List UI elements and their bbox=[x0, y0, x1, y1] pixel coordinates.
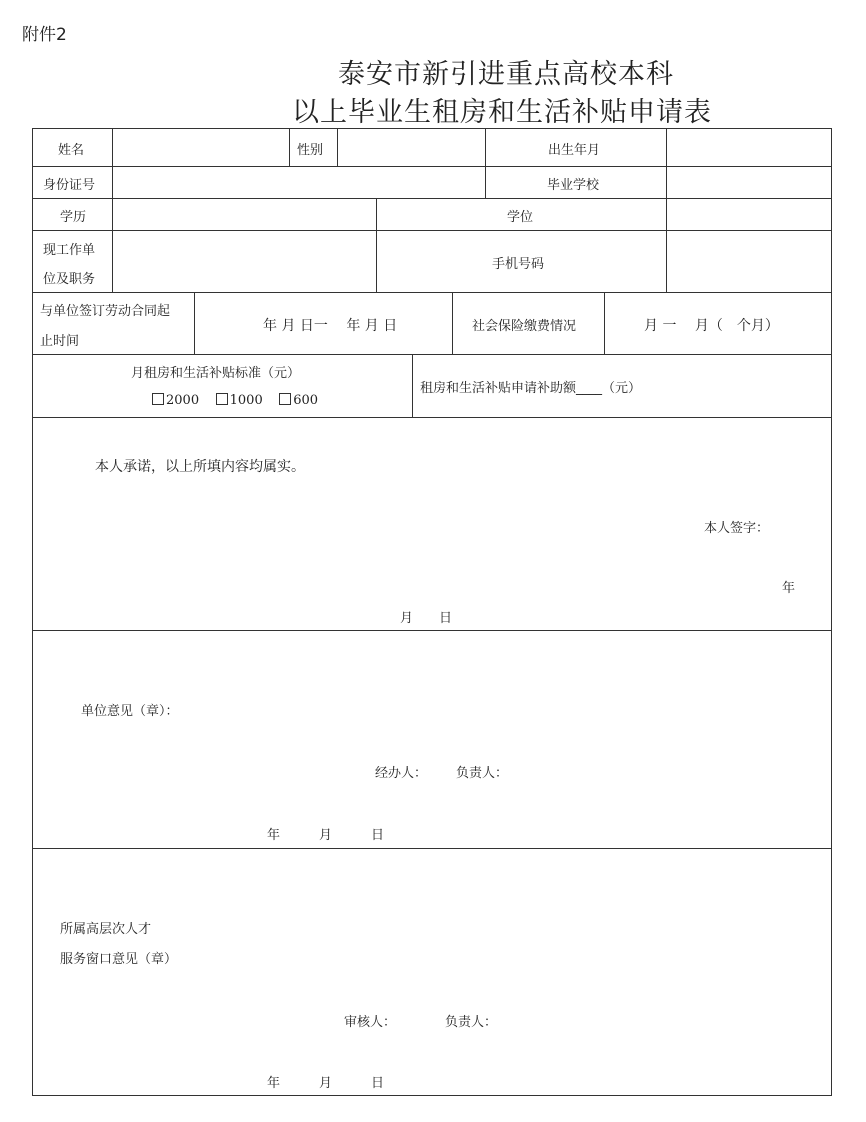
option-2000[interactable]: 2000 bbox=[152, 393, 199, 408]
unit-responsible-label: 负责人： bbox=[456, 766, 509, 781]
column-divider bbox=[666, 128, 667, 292]
contract-label-l2: 止时间 bbox=[40, 334, 80, 349]
column-divider bbox=[337, 128, 338, 166]
checkbox-icon[interactable] bbox=[152, 393, 164, 405]
column-divider bbox=[604, 292, 605, 354]
subsidy-amount-label: 租房和生活补贴申请补助额____（元） bbox=[420, 381, 642, 396]
column-divider bbox=[376, 198, 377, 292]
signature-label: 本人签字： bbox=[704, 521, 770, 536]
unit-date: 年 月 日 bbox=[267, 828, 385, 843]
talent-opinion-label-l1: 所属高层次人才 bbox=[60, 922, 152, 937]
row-divider bbox=[32, 417, 832, 418]
id-number-label: 身份证号 bbox=[43, 178, 96, 193]
row-divider bbox=[32, 292, 832, 293]
column-divider bbox=[289, 128, 290, 166]
contract-label-l1: 与单位签订劳动合同起 bbox=[40, 304, 171, 319]
work-unit-label-l1: 现工作单 bbox=[43, 243, 96, 258]
form-title-line2: 以上毕业生租房和生活补贴申请表 bbox=[292, 97, 712, 128]
column-divider bbox=[194, 292, 195, 354]
phone-label: 手机号码 bbox=[492, 257, 545, 272]
reviewer-label: 审核人： bbox=[344, 1015, 397, 1030]
attachment-label: 附件2 bbox=[22, 25, 67, 45]
degree-label: 学位 bbox=[507, 210, 534, 225]
talent-opinion-label-l2: 服务窗口意见（章） bbox=[60, 952, 178, 967]
gender-label: 性别 bbox=[297, 143, 324, 158]
unit-opinion-label: 单位意见（章）： bbox=[81, 704, 179, 719]
option-1000[interactable]: 1000 bbox=[216, 393, 263, 408]
column-divider bbox=[112, 128, 113, 230]
unit-handler-label: 经办人： bbox=[375, 766, 428, 781]
education-label: 学历 bbox=[60, 210, 87, 225]
form-title-line1: 泰安市新引进重点高校本科 bbox=[338, 59, 674, 90]
talent-date: 年 月 日 bbox=[267, 1076, 385, 1091]
option-600[interactable]: 600 bbox=[279, 393, 318, 408]
pledge-month-day: 月 日 bbox=[400, 611, 453, 626]
row-divider bbox=[32, 198, 832, 199]
row-divider bbox=[32, 354, 832, 355]
row-divider bbox=[32, 630, 832, 631]
graduate-school-label: 毕业学校 bbox=[547, 178, 600, 193]
column-divider bbox=[485, 128, 486, 198]
checkbox-icon[interactable] bbox=[216, 393, 228, 405]
pledge-text: 本人承诺，以上所填内容均属实。 bbox=[95, 459, 305, 475]
insurance-period: 月 一 月（ 个月） bbox=[644, 318, 779, 334]
column-divider bbox=[112, 230, 113, 292]
talent-responsible-label: 负责人： bbox=[445, 1015, 498, 1030]
subsidy-standard-label: 月租房和生活补贴标准（元） bbox=[131, 366, 301, 381]
contract-period: 年 月 日一 年 月 日 bbox=[263, 318, 398, 334]
birth-label: 出生年月 bbox=[548, 143, 601, 158]
checkbox-icon[interactable] bbox=[279, 393, 291, 405]
insurance-label: 社会保险缴费情况 bbox=[472, 319, 577, 334]
work-unit-label-l2: 位及职务 bbox=[43, 272, 96, 287]
subsidy-options bbox=[152, 393, 318, 408]
column-divider bbox=[452, 292, 453, 354]
column-divider bbox=[412, 354, 413, 417]
name-label: 姓名 bbox=[58, 143, 85, 158]
row-divider bbox=[32, 166, 832, 167]
pledge-year: 年 bbox=[782, 581, 796, 596]
row-divider bbox=[32, 230, 832, 231]
row-divider bbox=[32, 848, 832, 849]
